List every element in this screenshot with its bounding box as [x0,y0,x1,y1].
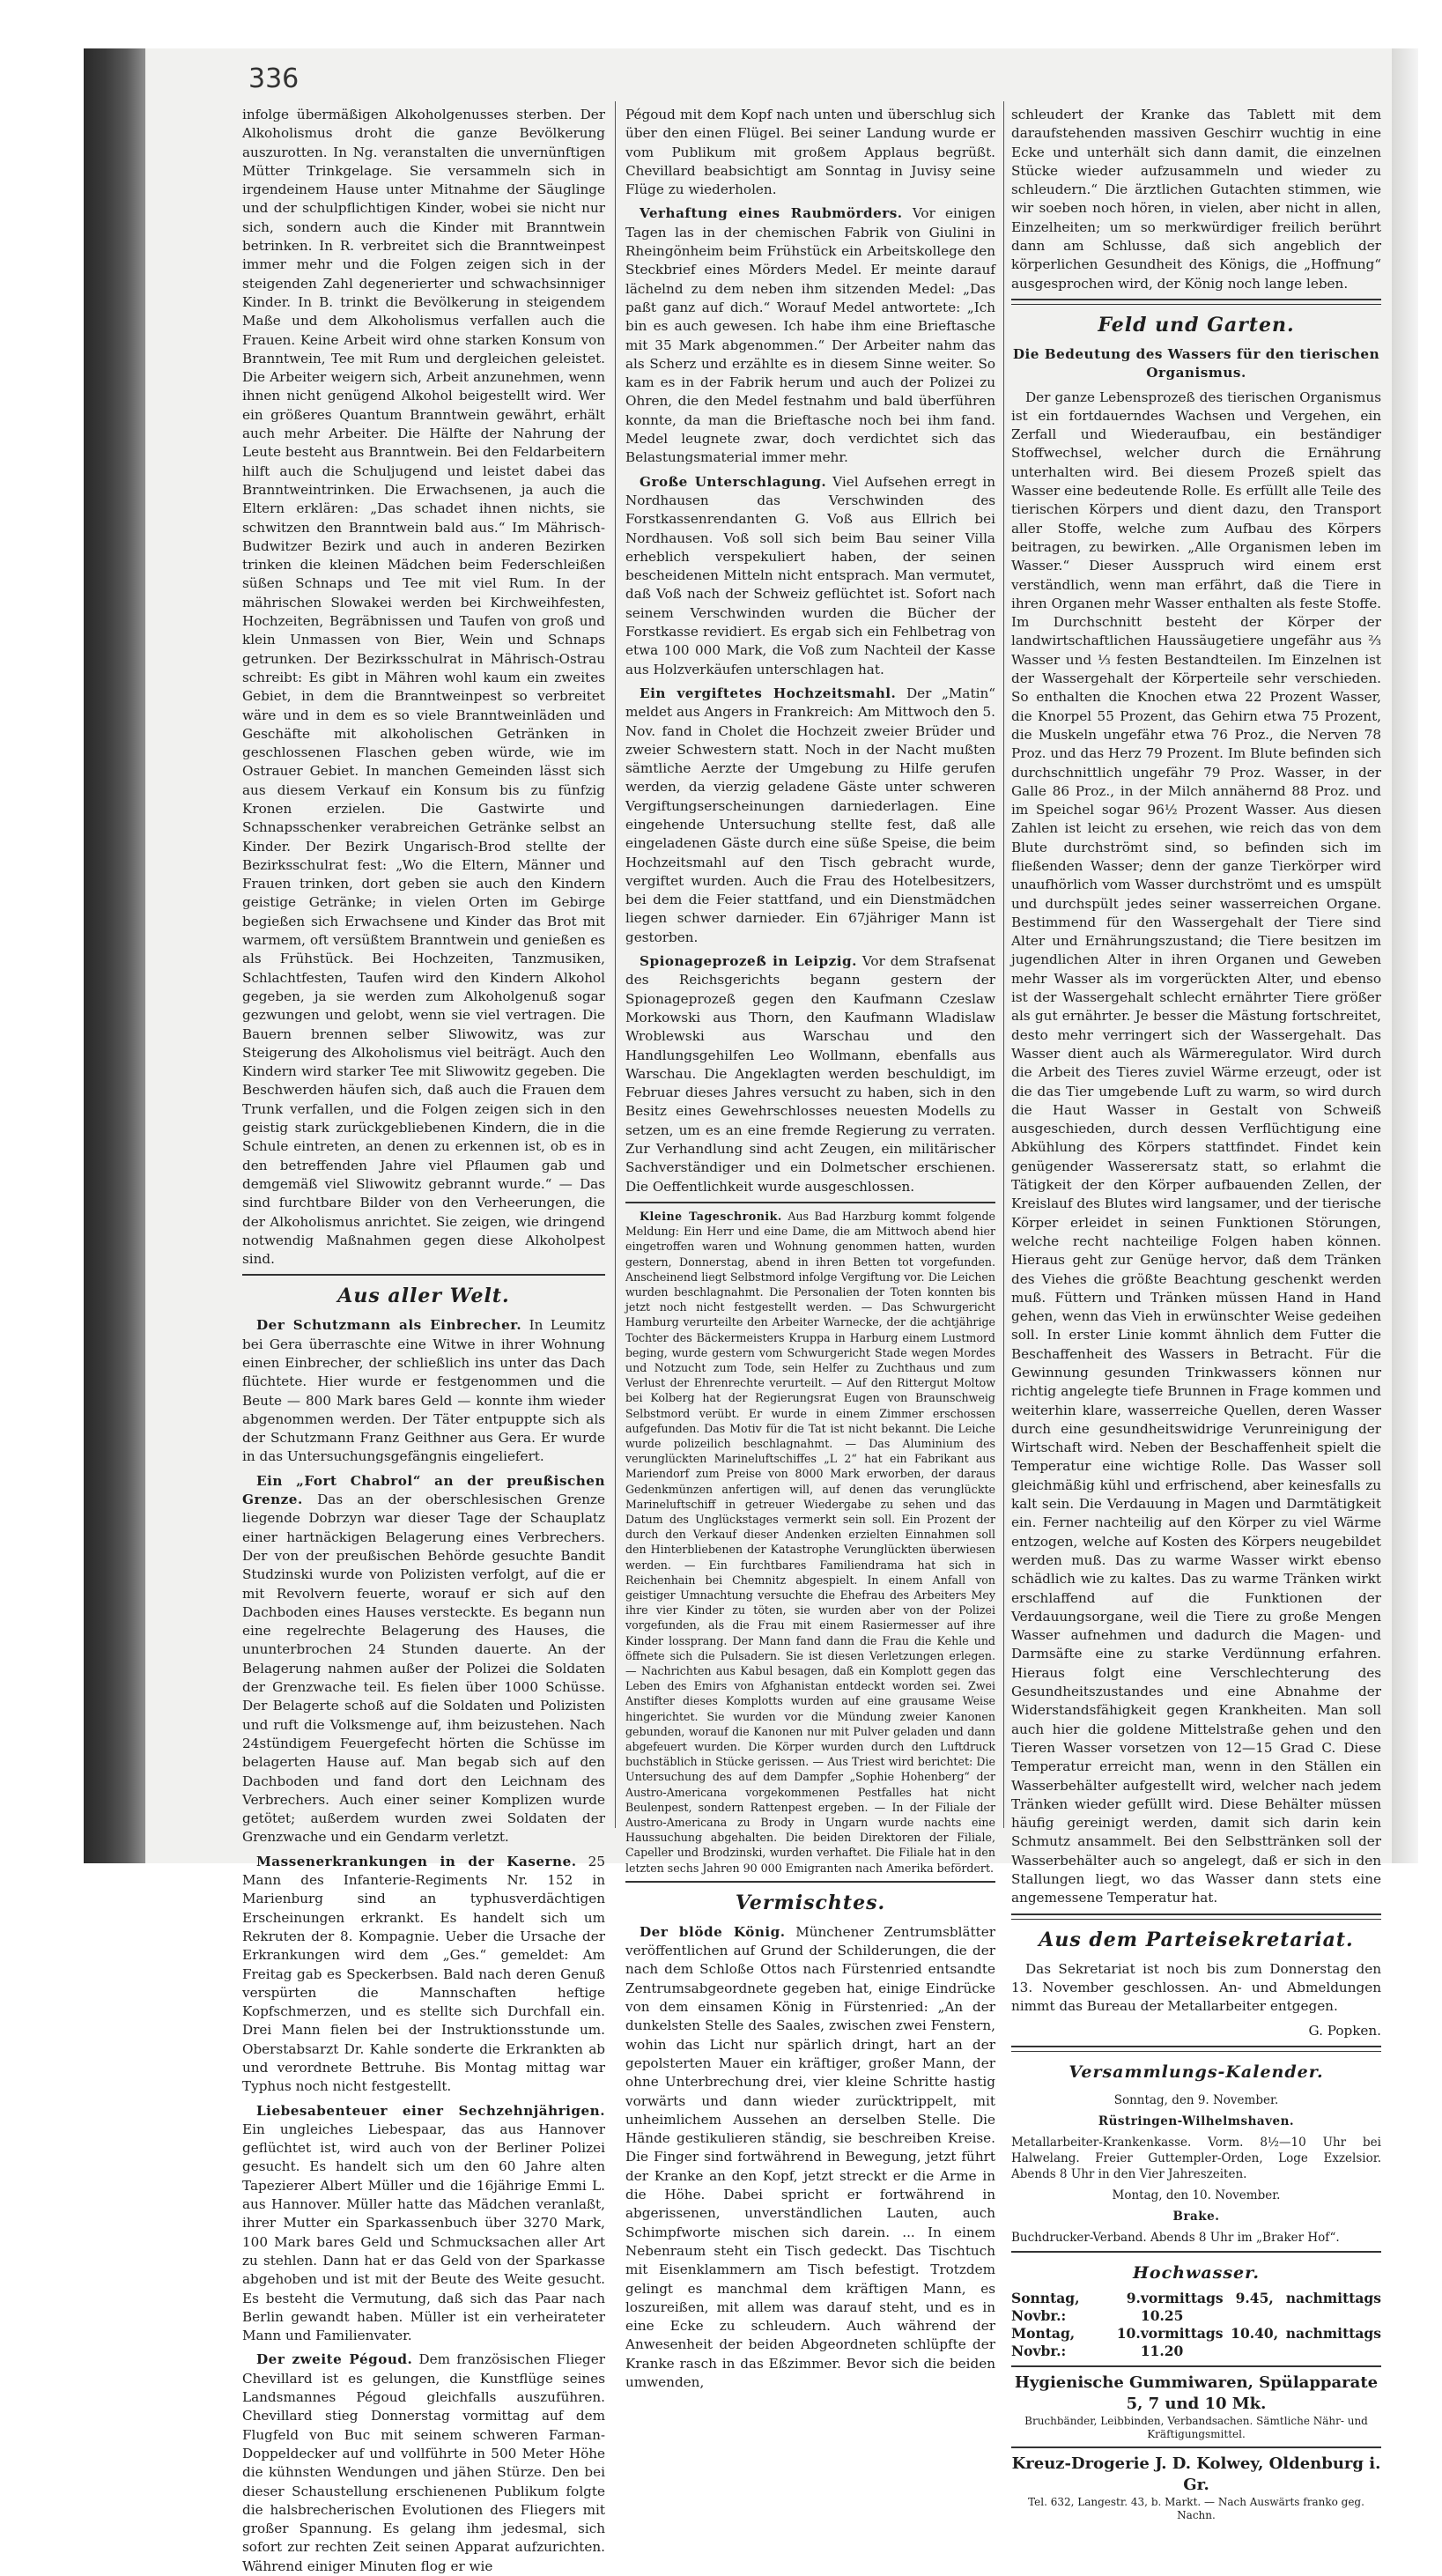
calendar-day: Sonntag, den 9. November. [1113,2092,1279,2107]
divider [242,1274,605,1276]
article [625,685,995,947]
article [242,1853,605,2097]
article-lead: Der zweite Pégoud. [256,2351,413,2368]
article [242,1316,605,1466]
party-notice: Das Sekretariat ist noch bis zum Donnerstag den 13. November geschlossen. An- und Abmeldungen nimmt das Bureau der Metallarbeiter entgegen. [1011,1960,1381,2015]
section-title-parteisekretariat: Aus dem Parteisekretariat. [1039,1928,1354,1951]
article [242,2350,605,2576]
article-lead: Liebesabenteuer einer Sechzehnjährigen. [256,2102,605,2119]
hochwasser-row: Sonntag, 9. Novbr.: vormittags 9.45, nachmittags 10.25 [1011,2289,1381,2324]
section-title-kalender: Versammlungs-Kalender. [1069,2062,1324,2082]
ad-subtitle: Tel. 632, Langestr. 43, b. Markt. — Nach Auswärts franko geg. Nachn. [1028,2495,1364,2521]
divider [625,1202,995,1203]
article-text: In Leumitz bei Gera überraschte eine Witwe in ihrer Wohnung einen Einbrecher, der schließlich ins unter das Dach flüchtete. Hier wurde er festgenommen und die Beute — 800 Mark bares Geld — konnte ihm wieder abgenommen werden. Der Täter entpuppte sich als der Schutzmann Franz Geithner aus Gera. Er wurde in das Untersuchungsgefängnis eingeliefert. [242,1317,606,1465]
article-text: Aus Bad Harzburg kommt folgende Meldung: Ein Herr und eine Dame, die am Mittwoch abend hier eingetroffen waren und Wohnung genommen hatten, wurden gestern, Donnerstag, abend in ihren Betten tot vorgefunden. Anscheinend liegt Selbstmord infolge Vergiftung vor. Die Leichen wurden beschlagnahmt. Die Personalien der Toten konnten bis jetzt noch nicht festgestellt werden. — Das Schwurgericht Hamburg verurteilte den Arbeiter Warnecke, der die achtjährige Tochter des Bäckermeisters Kruppa in Harburg einem Lustmord beging, wurde gestern vom Schwurgericht Stade wegen Mordes und Notzucht zum Tode, sein Helfer zu Zuchthaus und zum Verlust der Ehrenrechte verurteilt. — Auf den Rittergut Moltow bei Kolberg hat der Regierungsrat Eugen von Braunschweig Selbstmord verübt. Er wurde in einem Zimmer erschossen aufgefunden. Das Motiv für die Tat ist nicht bekannt. Die Leiche wurde polizeilich beschlagnahmt. — Das Aluminium des verunglückten Marineluftschiffes „L 2“ hat ein Fabrikant aus Mariendorf zum Preise von 8000 Mark erworben, der daraus Gedenkmünzen anfertigen will, auf denen das verunglückte Marineluftschiff in getreuer Wiedergabe zu sehen und das Datum des Unglückstages vermerkt sein soll. Ein Prozent der durch den Verkauf dieser Andenken erzielten Einnahmen soll den Hinterbliebenen der Katastrophe Verunglückten überwiesen werden. — Ein furchtbares Familiendrama hat sich in Reichenhain bei Chemnitz abgespielt. In einem Anfall von geistiger Umnachtung versuchte die Ehefrau des Arbeiters Mey ihre vier Kinder zu töten, sie wurden aber von der Polizei vorgefunden, als die Frau mit einem Rasiermesser auf ihre Kinder lossprang. Der Mann fand dann die Frau die Kehle und öffnete sich die Pulsadern. Sie ist diesen Verletzungen erlegen. — Nachrichten aus Kabul besagen, daß ein Komplott gegen das Leben des Emirs von Afghanistan entdeckt worden sei. Zwei Anstifter dieses Komplotts wurden auf eine grausame Weise hingerichtet. Sie wurden vor die Mündung zweier Kanonen gebunden, worauf die Kanonen nur mit Pulver geladen und dann abgefeuert wurden. Die Körper wurden durch den Luftdruck buchstäblich in Stücke gerissen. — Aus Triest wird berichtet: Die Untersuchung des auf dem Dampfer „Sophie Hohenberg“ der Austro-Americana vorgekommenen Pestfalles hat nicht Beulenpest, sondern Rattenpest ergeben. — In der Filiale der Austro-Americana zu Brody in Ungarn wurde nachts eine Haussuchung abgehalten. Die beiden Direktoren der Filiale, Capeller und Brodzinski, wurden verhaftet. Die Filiale hat in den letzten sechs Jahren 90 000 Emigranten nach Amerika befördert. [625,1209,995,1875]
section-title-vermischtes: Vermischtes. [735,1891,886,1914]
advertisement-gummiwaren [1011,2372,1381,2441]
divider [1011,299,1381,305]
page-right-edge [1392,48,1418,1863]
article-text: Der ganze Lebensprozeß des tierischen Organismus ist ein fortdauerndes Wachsen und Vergehen, ein Zerfall und Wiederaufbau, ein beständiger Stoffwechsel, welcher durch die Ernährung unterhalten wird. Bei diesem Prozeß spielt das Wasser eine bedeutende Rolle. Es erfüllt alle Teile des tierischen Körpers und dient dazu, den Transport aller Stoffe, welche zum Aufbau des Körpers beitragen, zu bewirken. „Alle Organismen leben im Wasser.“ Dieser Ausspruch wird einem erst verständlich, wenn man erfährt, daß die Tiere in ihren Organen mehr Wasser enthalten als feste Stoffe. Im Durchschnitt besteht der Körper der landwirtschaftlichen Haussäugetiere ungefähr aus ⅔ Wasser und ⅓ festen Bestandteilen. Im Einzelnen ist der Wassergehalt der Körperteile sehr verschieden. So enthalten die Knochen etwa 22 Prozent Wasser, die Knorpel 55 Prozent, das Gehirn etwa 75 Prozent, die Muskeln ungefähr etwa 76 Proz., die Nerven 78 Proz. und das Herz 79 Prozent. Im Blute befinden sich durchschnittlich ungefähr 79 Proz. Wasser, in der Galle 86 Proz., in der Milch annähernd 88 Proz. und im Speichel sogar 96½ Prozent Wasser. Aus diesen Zahlen ist leicht zu ersehen, wie reich das von dem Blute durchströmt sind, so befinden sich im fließenden Wasser; denn der ganze Tierkörper wird unaufhörlich vom Wasser durchströmt und es umspült und durchspült jedes seiner wasserreichen Organe. Bestimmend für den Wassergehalt der Tiere sind Alter und Ernährungszustand; die Tiere besitzen im jugendlichen Alter in ihren Organen und Geweben mehr Wasser als im vorgerückten Alter, und ebenso ist der Wassergehalt schlecht ernährter Tiere größer als gut ernährter. Je besser die Mästung fortschreitet, desto mehr verringert sich der Wassergehalt. Das Wasser dient auch als Wärmeregulator. Wird durch die Arbeit des Tieres zuviel Wärme erzeugt, oder ist die das Tier umgebende Luft zu warm, so wird durch die Haut Wasser in Gestalt von Schweiß ausgeschieden, durch dessen Verflüchtigung eine Abkühlung des Körpers stattfindet. Findet kein genügender Wasserersatz statt, so erlahmt die Tätigkeit der den Körper aufbauenden Zellen, der Kreislauf des Blutes wird langsamer, und der tierische Körper erleidet in seinen Funktionen Störungen, welche recht nachteilige Folgen haben können. Hieraus geht zur Genüge hervor, daß dem Tränken des Viehes die größte Beachtung geschenkt werden muß. Füttern und Tränken müssen Hand in Hand gehen, wenn das Vieh in erwünschter Weise gedeihen soll. In erster Linie kommt ähnlich dem Futter die Beschaffenheit des Wassers in Betracht. Für die Gewinnung gesunden Trinkwassers können nur richtig angelegte tiefe Brunnen in Frage kommen und weiterhin klare, wasserreiche Quellen, deren Wasser durch eine gesundheitswidrige Verunreinigung der Wirtschaft wird. Neben der Beschaffenheit spielt die Temperatur eine wichtige Rolle. Das Wasser soll gleichmäßig kühl und erfrischend, aber keinesfalls zu kalt sein. Die Verdauung in Magen und Darmtätigkeit ein. Ferner nachteilig auf den Körper zu viel Wärme entzogen, welche auf Kosten des Körpers neugebildet werden muß. Das zu warme Wasser wirkt ebenso schädlich wie zu kaltes. Das zu warme Tränken wirkt erschlaffend auf die Funktionen der Verdauungsorgane, weil die Tiere zu große Mengen Wasser aufnehmen und dadurch die Magen- und Darmsäfte eine zu starke Verdünnung erfahren. Hieraus folgt eine Verschlechterung des Gesundheitszustandes und eine Abnahme der Widerstandsfähigkeit gegen Krankheiten. Man soll auch hier die goldene Mittelstraße gehen und den Tieren Wasser vorsetzen von 12—15 Grad C. Diese Temperatur erreicht man, wenn in den Ställen ein Wasserbehälter aufgestellt wird, welcher nach jedem Tränken wieder gefüllt wird. Diese Behälter müssen häufig gereinigt werden, damit sich darin kein Schmutz ansammelt. Bei den Selbsttränken soll der Wasserbehälter auch so angelegt, daß er sich in den Stallungen liegt, wo das Wasser dann stets eine angemessene Temperatur hat. [1011,389,1382,1906]
col3-intro: schleudert der Kranke das Tablett mit dem daraufstehenden massiven Geschirr wuchtig in eine Ecke und unterhält sich dann damit, die einzelnen Stücke wieder aufzusammeln und wieder zu schleudern.“ Die ärztlichen Gutachten stimmen, wie wir soeben noch hören, in vielen, aber nicht in allen, Einzelheiten; um so merkwürdiger freilich berührt dann am Schlusse, daß sich angeblich der körperlichen Gesundheit des Königs, die „Hoffnung“ ausgesprochen wird, der König noch lange leben. [1011,107,1381,292]
ad-title: Kreuz-Drogerie J. D. Kolwey, Oldenburg i. Gr. [1011,2454,1381,2494]
calendar-entry: Metallarbeiter-Krankenkasse. Vorm. 8½—10 Uhr bei Halwelang. Freier Guttempler-Orden, Loge Exzelsior. Abends 8 Uhr in den Vier Jahreszeiten. [1011,2135,1381,2181]
column-rule-1 [615,101,616,1828]
article-text: Der „Matin“ meldet aus Angers in Frankreich: Am Mittwoch den 5. Nov. fand in Cholet die Hochzeit zweier Brüder und zweier Schwestern statt. Noch in der Nacht mußten sämtliche Aerzte der Umgebung zu Hilfe gerufen werden, da vierzig geladene Gäste unter schweren Vergiftungserscheinungen darniederlagen. Eine eingehende Untersuchung stellte fest, daß alle eingeladenen Gäste durch eine süße Speise, die beim Hochzeitsmahl auf den Tisch gebracht wurde, vergiftet wurden. Auch die Frau des Hotelbesitzers, bei dem die Feier stattfand, und ein Dienstmädchen liegen schwer darnieder. Ein 67jähriger Mann ist gestorben. [625,685,995,945]
article [242,2102,605,2346]
article-lead: Kleine Tageschronik. [640,1209,782,1223]
article-lead: Große Unterschlagung. [640,473,827,490]
article-lead: Die Bedeutung des Wassers für den tierischen Organismus. [1012,345,1380,381]
divider [1011,2046,1381,2052]
article-text: Dem französischen Flieger Chevillard ist es gelungen, die Kunstflüge seines Landsmannes Pégoud gleichfalls auszuführen. Chevillard stieg Donnerstag vormittag auf dem Flugfeld von Buc mit seinem schweren Farman-Doppeldecker auf und vollführte in 500 Meter Höhe die kühnsten Wendungen und jähen Stürze. Den bei dieser Schaustellung erschienenen Publikum folgte die halsbrecherischen Evolutionen des Fliegers mit großer Spannung. Es gelang ihm jedesmal, sich sofort zur rechten Zeit seinen Apparat aufzurichten. Während einiger Minuten flog er wie [242,2351,606,2574]
book-binding-edge [84,48,145,1863]
kleine-tageschronik [625,1209,995,1876]
calendar-place: Rüstringen-Wilhelmshaven. [1098,2113,1295,2128]
article-text: Vor einigen Tagen las in der chemischen Fabrik von Giulini in Rheingönheim beim Frühstück ein Arbeitskollege den Steckbrief eines Mörders Medel. Er meinte darauf lächelnd zu dem neben ihm sitzenden Medel: „Das paßt ganz auf dich.“ Worauf Medel antwortete: „Ich bin es auch gewesen. Ich habe ihm eine Brieftasche mit 35 Mark abgenommen.“ Der Arbeiter nahm das als Scherz und erzählte es in diesem Sinne weiter. So kam es in der Fabrik herum und auch der Polizei zu Ohren, die den Medel festnahm und bald überführen konnte, da man die Brieftasche noch bei ihm fand. Medel leugnete zwar, doch verdichtet sich das Belastungsmaterial immer mehr. [625,205,996,466]
article-text: Ein ungleiches Liebespaar, das aus Hannover geflüchtet ist, wird auch von der Berliner Polizei gesucht. Es handelt sich um den 60 Jahre alten Tapezierer Albert Müller und die 16jährige Emmi L. aus Hannover. Müller hatte das Mädchen veranlaßt, ihrer Mutter ein Sparkassenbuch über 3270 Mark, 100 Mark bares Geld und Schmucksachen aller Art zu stehlen. Dann hat er das Geld von der Sparkasse abgehoben und ist mit der Beute des Weite gesucht. Es besteht die Vermutung, daß sich das Paar nach Berlin gewandt haben. Müller ist ein verheirateter Mann und Familienvater. [242,2121,605,2344]
section-title-feld-und-garten: Feld und Garten. [1098,313,1295,337]
col2-intro: Pégoud mit dem Kopf nach unten und überschlug sich über den einen Flügel. Bei seiner Landung wurde er vom Publikum mit großem Applaus begrüßt. Chevillard beabsichtigt am Sonntag in Juvisy seine Flüge zu wiederholen. [625,107,995,198]
article [625,1923,995,2392]
divider [1011,1913,1381,1920]
article-text: Viel Aufsehen erregt in Nordhausen das Verschwinden des Forstkassenrendanten G. Voß aus Ellrich bei Nordhausen. Voß soll sich beim Bau seiner Villa erheblich verspekuliert haben, der seinen bescheidenen Mitteln nicht entsprach. Man vermutet, daß Voß nach der Schweiz geflüchtet ist. Sofort nach seinem Verschwinden wurden die Bücher der Forstkasse revidiert. Es ergab sich ein Fehlbetrag von etwa 100 000 Mark, die Voß zum Nachteil der Kasse aus Holzverkäufen unterschlagen hat. [625,473,995,677]
divider [1011,2365,1381,2367]
article-text: Das an der oberschlesischen Grenze liegende Dobrzyn war dieser Tage der Schauplatz einer hartnäckigen Belagerung eines Verbrechers. Der von der preußischen Behörde gesuchte Bandit Studzinski wurde von Polizisten verfolgt, auf die er mit Revolvern feuerte, worauf er sich auf den Dachboden eines Hauses versteckte. Es begann nun eine regelrechte Belagerung des Hauses, die ununterbrochen 24 Stunden dauerte. An der Belagerung nahmen außer der Polizei die Soldaten der Grenzwache teil. Es fielen über 1000 Schüsse. Der Belagerte schoß auf die Soldaten und Polizisten und ruft die Volksmenge auf, ihm beizustehen. Nach 24stündigem Feuergefecht hörten die Schüsse im belagerten Hause auf. Man begab sich auf den Dachboden und fand dort den Leichnam des Verbrechers. Auch einer seiner Komplizen wurde getötet; außerdem wurden zwei Soldaten der Grenzwache und ein Gendarm verletzt. [242,1492,605,1846]
column-2 [625,106,996,2390]
ad-subtitle: Bruchbänder, Leibbinden, Verbandsachen. Sämtliche Nähr- und Kräftigungsmittel. [1024,2414,1368,2440]
article-lead: Spionageprozeß in Leipzig. [640,953,857,970]
article-text: 25 Mann des Infanterie-Regiments Nr. 152 in Marienburg sind an typhusverdächtigen Erscheinungen erkrankt. Es handelt sich um Rekruten der 8. Kompagnie. Ueber die Ursache der Erkrankungen wird dem „Ges.“ gemeldet: Am Freitag gab es Speckerbsen. Bald nach deren Genuß verspürten die Mannschaften heftige Kopfschmerzen, und es stellte sich Durchfall ein. Drei Mann fielen bei der Instruktionsstunde um. Oberstabsarzt Dr. Kahle sonderte die Erkrankten ab und verordnete Bettruhe. Bis Montag mittag war Typhus noch nicht festgestellt. [242,1853,605,2095]
section-title-hochwasser: Hochwasser. [1132,2262,1261,2283]
divider [625,1881,995,1883]
section-title-aus-aller-welt: Aus aller Welt. [337,1284,510,1308]
page-number: 336 [248,63,299,94]
article-lead: Ein „Fort Chabrol“ an der preußischen Grenze. [242,1472,605,1508]
article-text: Vor dem Strafsenat des Reichsgerichts begann gestern der Spionageprozeß gegen den Kaufmann Czeslaw Morkowski aus Thorn, den Kaufmann Wladislaw Wroblewski aus Warschau und den Handlungsgehilfen Leo Wollmann, ebenfalls aus Warschau. Die Angeklagten werden beschuldigt, im Februar dieses Jahres versucht zu haben, sich in den Besitz eines Gewehrschlosses neuesten Modells zu setzen, um es an eine fremde Regierung zu verraten. Zur Verhandlung sind acht Zeugen, ein militärischer Sachverständiger und ein Dolmetscher erschienen. Die Oeffentlichkeit wurde ausgeschlossen. [625,953,995,1195]
article-lead: Der blöde König. [640,1923,786,1940]
article [625,952,995,1196]
hochwasser-table [1011,2290,1381,2360]
article [625,473,995,679]
column-rule-2 [1003,101,1004,1828]
advertisement-drogerie [1011,2454,1381,2522]
ad-title: Hygienische Gummiwaren, Spülapparate 5, 7 und 10 Mk. [1014,2372,1379,2413]
article-lead: Massenerkrankungen in der Kaserne. [256,1853,577,1869]
column-1 [242,106,606,2574]
col1-intro: infolge übermäßigen Alkoholgenusses sterben. Der Alkoholismus droht die ganze Bevölkerung auszurotten. In Ng. veranstalten die unvernünftigen Mütter Trinkgelage. Sie versammeln sich in irgendeinem Hause unter Mitnahme der Säuglinge und der schulpflichtigen Kinder, wobei sie nicht nur sich, sondern auch die Kinder mit Branntwein betrinken. In R. verbreitet sich die Branntweinpest immer mehr und die Folgen zeigen sich in der steigenden Zahl degenerierter und schwachsinniger Kinder. In B. trinkt die Bevölkerung in steigendem Maße und dem Alkoholismus verfallen auch die Frauen. Keine Arbeit wird ohne starken Konsum von Branntwein, Tee mit Rum und dergleichen geleistet. Die Arbeiter weigern sich, Arbeit anzunehmen, wenn ihnen nicht genügend Alkohol beigestellt wird. Wer ein größeres Quantum Branntwein gewährt, erhält auch mehr Arbeiter. Die Hälfte der Nahrung der Leute besteht aus Branntwein. Bei den Feldarbeitern hilft auch die Schuljugend und leistet dabei das Branntweintrinken. Die Erwachsenen, ja auch die Eltern erklären: „Das schadet ihnen nichts, sie schwitzen den Branntwein bald aus.“ Im Mährisch-Budwitzer Bezirk und auch in anderen Bezirken trinken die kleinen Mädchen beim Federschleißen süßen Schnaps und Tee mit viel Rum. In der mährischen Slowakei werden bei Kirchweihfesten, Hochzeiten, Begräbnissen und Taufen von groß und klein Unmassen von Bier, Wein und Schnaps getrunken. Der Bezirksschulrat in Mährisch-Ostrau schreibt: Es gibt in Mähren wohl kaum ein zweites Gebiet, in dem die Branntweinpest so verbreitet wäre und in dem es so viele Branntweinläden und Geschäfte mit alkoholischen Getränken in geschlossenen Flaschen geben würde, wie im Ostrauer Gebiet. In manchen Gemeinden lässt sich aus diesem Verkauf ein Konsum bis zu fünfzig Kronen erzielen. Die Gastwirte und Schnapsschenker verabreichen Getränke selbst an Kinder. Der Bezirk Ungarisch-Brod stellte der Bezirksschulrat fest: „Wo die Eltern, Männer und Frauen trinken, dort geben sie auch den Kindern geistige Getränke; in vielen Orten im Gebirge begießen sich Erwachsene und Kinder das Brot mit warmem, oft versüßtem Branntwein und genießen es als Frühstück. Bei Hochzeiten, Tanzmusiken, Schlachtfesten, Taufen wird den Kindern Alkohol gegeben, ja sie werden zum Alkoholgenuß sogar gezwungen und gelobt, wenn sie viel vertragen. Die Bauern brennen selber Sliwowitz, was zur Steigerung des Alkoholismus viel beiträgt. Auch den Kindern wird starker Tee mit Sliwowitz gegeben. Die Beschwerden häufen sich, daß auch die Frauen dem Trunk verfallen, und die Folgen zeigen sich in den geistig stark zurückgebliebenen Kindern, die in die Schule eintreten, an denen zu erkennen ist, ob es in den betreffenden Jahre viel Pflaumen gab und demgemäß viel Sliwowitz gebrannt wurde.“ — Das sind furchtbare Bilder von den Verheerungen, die der Alkoholismus anrichtet. Sie zeigen, wie dringend notwendig Maßnahmen gegen diese Alkoholpest sind. [242,107,605,1268]
article [242,1472,605,1847]
article-lead: Ein vergiftetes Hochzeitsmahl. [640,685,897,701]
calendar-day: Montag, den 10. November. [1112,2187,1281,2202]
calendar-place: Brake. [1172,2209,1220,2224]
article-lead: Der Schutzmann als Einbrecher. [256,1317,522,1334]
article-text: Münchener Zentrumsblätter veröffentlichen auf Grund der Schilderungen, die der nach dem Schloße Ottos nach Fürstenried entsandte Zentrumsabgeordnete gegeben hat, einige Eindrücke von dem einsamen König in Fürstenried: „An der dunkelsten Stelle des Saales, zwischen zwei Fenstern, wohin das Licht nur spärlich dringt, hart an der gepolsterten Mauer ein kräftiger, großer Mann, der ohne Unterbrechung drei, vier kleine Schritte hastig vorwärts und dann wieder zurücktrippelt, mit unheimlichem Aussehen an derselben Stelle. Die Hände gestikulieren ständig, sie beschreiben Kreise. Die Finger sind fortwährend in Bewegung, jetzt führt der Kranke an den Kopf, jetzt streckt er die Arme in die Höhe. Dabei spricht er fortwährend in abgerissenen, unverständlichen Lauten, auch Schimpfworte mischen sich darein. ... In einem Nebenraum steht ein Tisch gedeckt. Das Tischtuch mit Eisenklammern am Tisch befestigt. Trotzdem gelingt es manchmal dem kräftigen Mann, es loszureißen, mit allem was darauf steht, und es in eine Ecke zu schleudern. Auch während der Anwesenheit der beiden Abgeordneten schlüpfte der Kranke rasch in das Eßzimmer. Bevor sich die beiden umwenden, [625,1923,995,2390]
divider [1011,2446,1381,2448]
article-lead: Verhaftung eines Raubmörders. [640,205,903,222]
party-signature: G. Popken. [1308,2022,1381,2039]
article [625,204,995,467]
divider [1011,2251,1381,2253]
column-3 [1011,106,1382,2521]
calendar-entry: Buchdrucker-Verband. Abends 8 Uhr im „Braker Hof“. [1011,2230,1340,2245]
hochwasser-row: Montag, 10. Novbr.: vormittags 10.40, nachmittags 11.20 [1011,2324,1381,2359]
